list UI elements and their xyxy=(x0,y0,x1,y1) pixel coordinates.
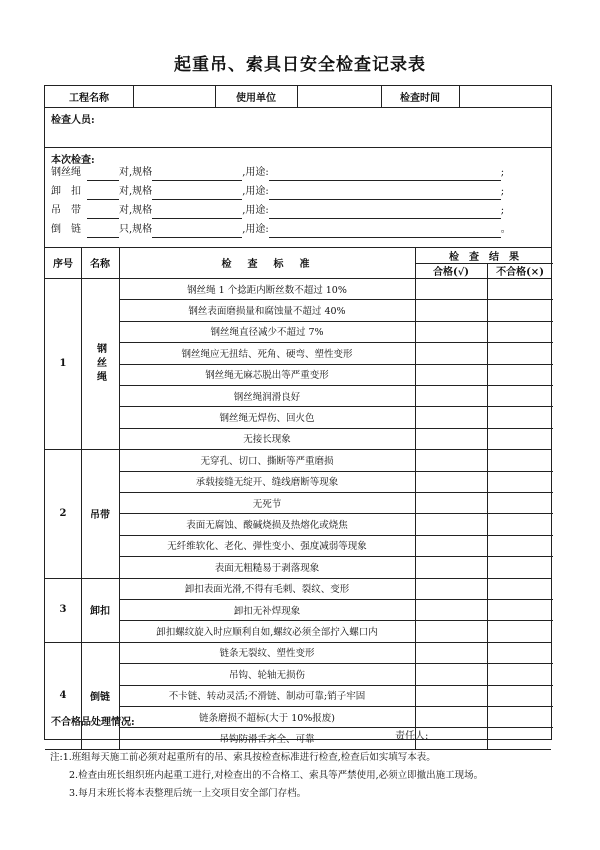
fail-checkbox-cell[interactable] xyxy=(487,385,553,406)
use-field[interactable] xyxy=(269,168,501,181)
col-name-header: 名称 xyxy=(90,259,110,270)
this-inspection-row xyxy=(51,165,504,181)
fail-checkbox-cell[interactable] xyxy=(487,471,553,492)
standard-item: 表面无粗糙易于剥落现象 xyxy=(214,562,320,574)
group-number: 3 xyxy=(59,604,67,616)
col-result-header: 检 查 结 果 xyxy=(449,251,519,263)
pass-checkbox-cell[interactable] xyxy=(415,642,487,663)
pass-checkbox-cell[interactable] xyxy=(415,406,487,427)
pass-checkbox-cell[interactable] xyxy=(415,449,487,470)
standard-item: 卸扣表面光滑,不得有毛刺、裂纹、变形 xyxy=(184,584,350,596)
col-pass-header: 合格(√) xyxy=(432,267,470,278)
use-label: ,用途: xyxy=(242,224,269,235)
standard-item: 无穿孔、切口、撕断等严重磨损 xyxy=(200,455,334,467)
quantity-field[interactable] xyxy=(87,187,119,200)
standard-item: 卸扣螺纹旋入时应顺利自如,螺纹必须全部拧入螺口内 xyxy=(156,627,378,639)
standard-item: 承载接缝无绽开、缝线磨断等现象 xyxy=(195,477,339,489)
group-name xyxy=(81,278,119,449)
inspectors-field[interactable] xyxy=(45,107,551,147)
pass-checkbox-cell[interactable] xyxy=(415,535,487,556)
fail-checkbox-cell[interactable] xyxy=(487,449,553,470)
item-label: 卸 扣 xyxy=(51,186,81,197)
note-3: 3.每月末班长将本表整理后统一上交项目安全部门存档。 xyxy=(69,788,307,799)
spec-field[interactable] xyxy=(152,187,242,200)
standard-item: 表面无腐蚀、酸碱烧损及热熔化或烧焦 xyxy=(186,520,348,532)
pass-checkbox-cell[interactable] xyxy=(415,471,487,492)
group-name-text: 钢丝绳 xyxy=(94,342,106,385)
group-number: 2 xyxy=(59,507,67,519)
nonconforming-label: 不合格品处理情况: xyxy=(51,717,135,728)
fail-checkbox-cell[interactable] xyxy=(487,535,553,556)
inspection-form xyxy=(44,85,552,746)
standard-item: 无接长现象 xyxy=(243,434,291,446)
standard-item: 卸扣无补焊现象 xyxy=(233,605,301,617)
pass-checkbox-cell[interactable] xyxy=(415,492,487,513)
project-name-label: 工程名称 xyxy=(69,92,109,104)
standard-item: 钢丝表面磨损量和腐蚀量不超过 40% xyxy=(188,306,346,318)
fail-checkbox-cell[interactable] xyxy=(487,299,553,320)
group-number: 4 xyxy=(59,689,67,701)
pass-checkbox-cell[interactable] xyxy=(415,364,487,385)
unit-spec-label: 对,规格 xyxy=(119,167,153,178)
use-field[interactable] xyxy=(269,187,501,200)
fail-checkbox-cell[interactable] xyxy=(487,278,553,299)
fail-checkbox-cell[interactable] xyxy=(487,642,553,663)
use-label: ,用途: xyxy=(242,205,269,216)
use-label: ,用途: xyxy=(242,186,269,197)
project-name-field[interactable] xyxy=(133,85,215,107)
use-field[interactable] xyxy=(269,206,501,219)
fail-checkbox-cell[interactable] xyxy=(487,492,553,513)
standard-item: 钢丝绳无焊伤、回火色 xyxy=(219,413,315,425)
row-end-mark: ; xyxy=(500,186,505,197)
inspection-time-field[interactable] xyxy=(459,85,553,107)
inspection-time-label: 检查时间 xyxy=(400,92,440,104)
pass-checkbox-cell[interactable] xyxy=(415,556,487,577)
standard-item: 不卡链、转动灵活;不滑链、制动可靠;销子牢固 xyxy=(168,691,366,703)
group-name-text: 吊带 xyxy=(90,509,110,521)
fail-checkbox-cell[interactable] xyxy=(487,620,553,641)
pass-checkbox-cell[interactable] xyxy=(415,299,487,320)
using-unit-label: 使用单位 xyxy=(236,92,276,104)
standard-item: 钢丝绳应无扭结、死角、硬弯、塑性变形 xyxy=(181,348,353,360)
fail-checkbox-cell[interactable] xyxy=(487,663,553,684)
group-name-text: 卸扣 xyxy=(90,606,110,618)
notes xyxy=(50,749,483,803)
fail-checkbox-cell[interactable] xyxy=(487,685,553,706)
pass-checkbox-cell[interactable] xyxy=(415,663,487,684)
pass-checkbox-cell[interactable] xyxy=(415,342,487,363)
group-name xyxy=(81,449,119,577)
quantity-field[interactable] xyxy=(87,225,119,238)
pass-checkbox-cell[interactable] xyxy=(415,685,487,706)
fail-checkbox-cell[interactable] xyxy=(487,406,553,427)
standard-item: 钢丝绳直径减少不超过 7% xyxy=(210,327,324,339)
row-end-mark: 。 xyxy=(500,224,511,235)
fail-checkbox-cell[interactable] xyxy=(487,513,553,534)
group-number: 1 xyxy=(59,358,67,370)
col-fail-header: 不合格(×) xyxy=(496,267,544,278)
unit-spec-label: 对,规格 xyxy=(119,205,153,216)
use-field[interactable] xyxy=(269,225,501,238)
spec-field[interactable] xyxy=(152,206,242,219)
item-label: 钢丝绳 xyxy=(51,167,81,178)
this-inspection-label: 本次检查: xyxy=(51,155,95,166)
unit-spec-label: 对,规格 xyxy=(119,186,153,197)
pass-checkbox-cell[interactable] xyxy=(415,599,487,620)
inspectors-label: 检查人员: xyxy=(51,115,95,126)
fail-checkbox-cell[interactable] xyxy=(487,599,553,620)
note-2: 2.检查由班长组织班内起重工进行,对检查出的不合格工、索具等严禁使用,必须立即撤出施工现场。 xyxy=(69,770,484,781)
pass-checkbox-cell[interactable] xyxy=(415,321,487,342)
standard-item: 吊钩、轮轴无损伤 xyxy=(228,669,305,681)
item-label: 倒 链 xyxy=(51,224,81,235)
pass-checkbox-cell[interactable] xyxy=(415,578,487,599)
standard-item: 链条磨损不超标(大于 10%报废) xyxy=(198,712,336,724)
col-no-header: 序号 xyxy=(53,259,73,270)
group-name xyxy=(81,578,119,642)
page-title: 起重吊、索具日安全检查记录表 xyxy=(174,55,426,75)
fail-checkbox-cell[interactable] xyxy=(487,321,553,342)
fail-checkbox-cell[interactable] xyxy=(487,556,553,577)
pass-checkbox-cell[interactable] xyxy=(415,428,487,449)
this-inspection-row xyxy=(51,184,504,200)
fail-checkbox-cell[interactable] xyxy=(487,578,553,599)
this-inspection-row xyxy=(51,222,511,238)
standard-item: 钢丝绳无麻芯脱出等严重变形 xyxy=(205,370,329,382)
this-inspection-row xyxy=(51,203,504,219)
spec-field[interactable] xyxy=(152,168,242,181)
pass-checkbox-cell[interactable] xyxy=(415,620,487,641)
standard-item: 无死节 xyxy=(252,498,282,510)
fail-checkbox-cell[interactable] xyxy=(487,428,553,449)
using-unit-field[interactable] xyxy=(297,85,381,107)
col-standard-header: 检 查 标 准 xyxy=(221,259,313,270)
fail-checkbox-cell[interactable] xyxy=(487,342,553,363)
standard-item: 链条无裂纹、塑性变形 xyxy=(219,648,315,660)
note-1: 1.班组每天施工前必须对起重所有的吊、索具按检查标准进行检查,检查后如实填写本表。 xyxy=(62,752,436,763)
nonconforming-field[interactable] xyxy=(45,706,551,740)
notes-prefix: 注: xyxy=(50,752,63,763)
quantity-field[interactable] xyxy=(87,168,119,181)
unit-spec-label: 只,规格 xyxy=(119,224,153,235)
group-name-text: 倒链 xyxy=(90,691,110,703)
standard-item: 钢丝绳润滑良好 xyxy=(233,391,301,403)
standard-item: 无纤维软化、老化、弹性变小、强度减弱等现象 xyxy=(167,541,367,553)
responsible-label: 责任人: xyxy=(395,731,429,742)
pass-checkbox-cell[interactable] xyxy=(415,278,487,299)
fail-checkbox-cell[interactable] xyxy=(487,364,553,385)
quantity-field[interactable] xyxy=(87,206,119,219)
row-end-mark: ; xyxy=(500,167,505,178)
standard-item: 吊钩防滑舌齐全、可靠 xyxy=(219,734,315,746)
standard-item: 钢丝绳 1 个捻距内断丝数不超过 10% xyxy=(187,284,347,296)
pass-checkbox-cell[interactable] xyxy=(415,385,487,406)
pass-checkbox-cell[interactable] xyxy=(415,513,487,534)
use-label: ,用途: xyxy=(242,167,269,178)
row-end-mark: ; xyxy=(500,205,505,216)
spec-field[interactable] xyxy=(152,225,242,238)
item-label: 吊 带 xyxy=(51,205,81,216)
